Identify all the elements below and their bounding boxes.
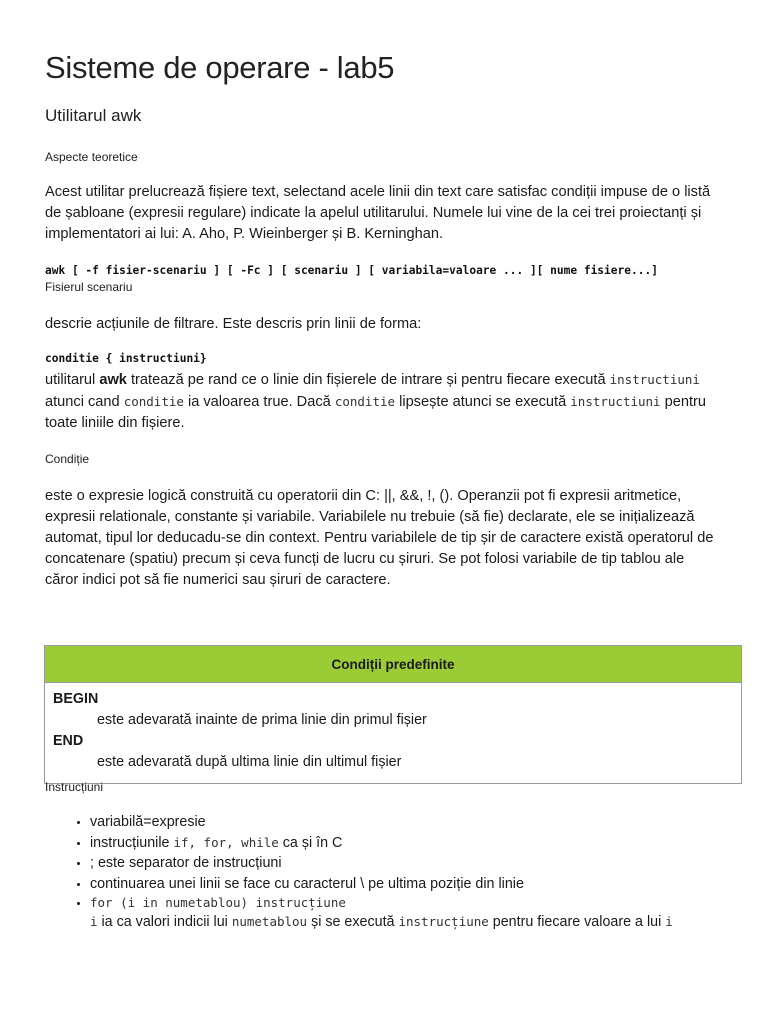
for-code: • for (i in numetablou) instrucțiune: [90, 895, 346, 910]
page-title: Sisteme de operare - lab5: [45, 50, 395, 85]
fisier-description: descrie acțiunile de filtrare. Este descris prin linii de forma:: [45, 316, 422, 332]
inline-code: conditie: [123, 394, 184, 409]
table-header-row: [45, 646, 742, 683]
inline-code: if, for, while: [173, 834, 279, 850]
begin-definition: este adevarată inainte de prima linie din primul fișier: [97, 712, 427, 728]
text: utilitarul: [45, 372, 100, 388]
awk-paragraph: [45, 369, 715, 434]
instructiuni-heading: Instrucțiuni: [45, 780, 104, 794]
text: pentru toate liniile din fișiere.: [45, 394, 707, 431]
end-term: END: [53, 733, 84, 749]
list-item: [90, 833, 750, 854]
text: lipsește atunci se execută: [395, 394, 571, 410]
text: ia valoarea true. Dacă: [183, 394, 335, 410]
text: atunci cand: [45, 394, 124, 410]
list-item: • variabilă=expresie: [90, 812, 750, 833]
inline-code: conditie: [334, 394, 396, 409]
inline-code: instrucțiune: [398, 914, 489, 929]
list-item: [90, 894, 750, 933]
text: tratează pe rand ce o linie din fișierele de intrare și pentru fiecare execută: [126, 372, 610, 388]
intro-paragraph: Acest utilitar prelucrează fișiere text, selectand acele linii din text care satisfac condiții impuse de o listă de șabloane (expresii regulare) indicate la apelul utilitarului. Numele lui vine de la cei trei proiectanți și implementatori ai lui: A. Aho, P. Wieinberger și B. Kerninghan.: [45, 184, 711, 242]
list-item: • continuarea unei linii se face cu caracterul \ pe ultima poziție din linie: [90, 874, 750, 895]
inline-code: instructiuni: [609, 372, 700, 387]
conditie-heading: Condiție: [45, 452, 90, 466]
for-description: [90, 912, 750, 933]
section-title: Utilitarul awk: [45, 106, 142, 125]
instructions-list: [45, 812, 750, 933]
subsection-heading: Aspecte teoretice: [45, 150, 138, 164]
begin-term: BEGIN: [53, 691, 99, 707]
inline-code: i: [665, 914, 673, 929]
end-definition: este adevarată după ultima linie din ultimul fișier: [97, 754, 402, 770]
text: ia ca valori indicii lui: [97, 914, 232, 930]
text: pentru fiecare valoare a lui: [488, 914, 666, 930]
table-cell: [45, 683, 742, 784]
inline-code: instructiuni: [570, 394, 661, 409]
text: instrucțiunile: [90, 834, 174, 851]
text: și se execută: [307, 914, 399, 930]
table-header: Condiții predefinite: [45, 646, 742, 683]
inline-code: numetablou: [231, 914, 308, 929]
awk-term: awk: [99, 372, 127, 388]
form-code: conditie { instructiuni}: [45, 352, 207, 365]
syntax-code: awk [ -f fisier-scenariu ] [ -Fc ] [ scenariu ] [ variabila=valoare ... ][ nume fisiere...]: [45, 264, 658, 277]
table-row: [45, 683, 742, 784]
conditie-paragraph: este o expresie logică construită cu operatorii din C: ||, &&, !, (). Operanzii pot fi expresii aritmetice, expresii relationale, constante și variabile. Variabilele nu trebuie (să fie) declarate, ele se inițializează automat, tipul lor deducadu-se din context. Pentru variabilele de tip șir de caractere există operatorul de concatenare (spatiu) precum și ceva funcți de lucru cu șiruri. Se pot folosi variabile de tip tablou ale căror indici pot să fie numerici sau șiruri de caractere.: [45, 488, 714, 588]
predefined-conditions-table: [44, 645, 742, 784]
text: ca și în C: [278, 834, 343, 851]
inline-code: i: [90, 914, 98, 929]
list-item: • ; este separator de instrucțiuni: [90, 853, 750, 874]
fisier-heading: Fisierul scenariu: [45, 280, 133, 294]
